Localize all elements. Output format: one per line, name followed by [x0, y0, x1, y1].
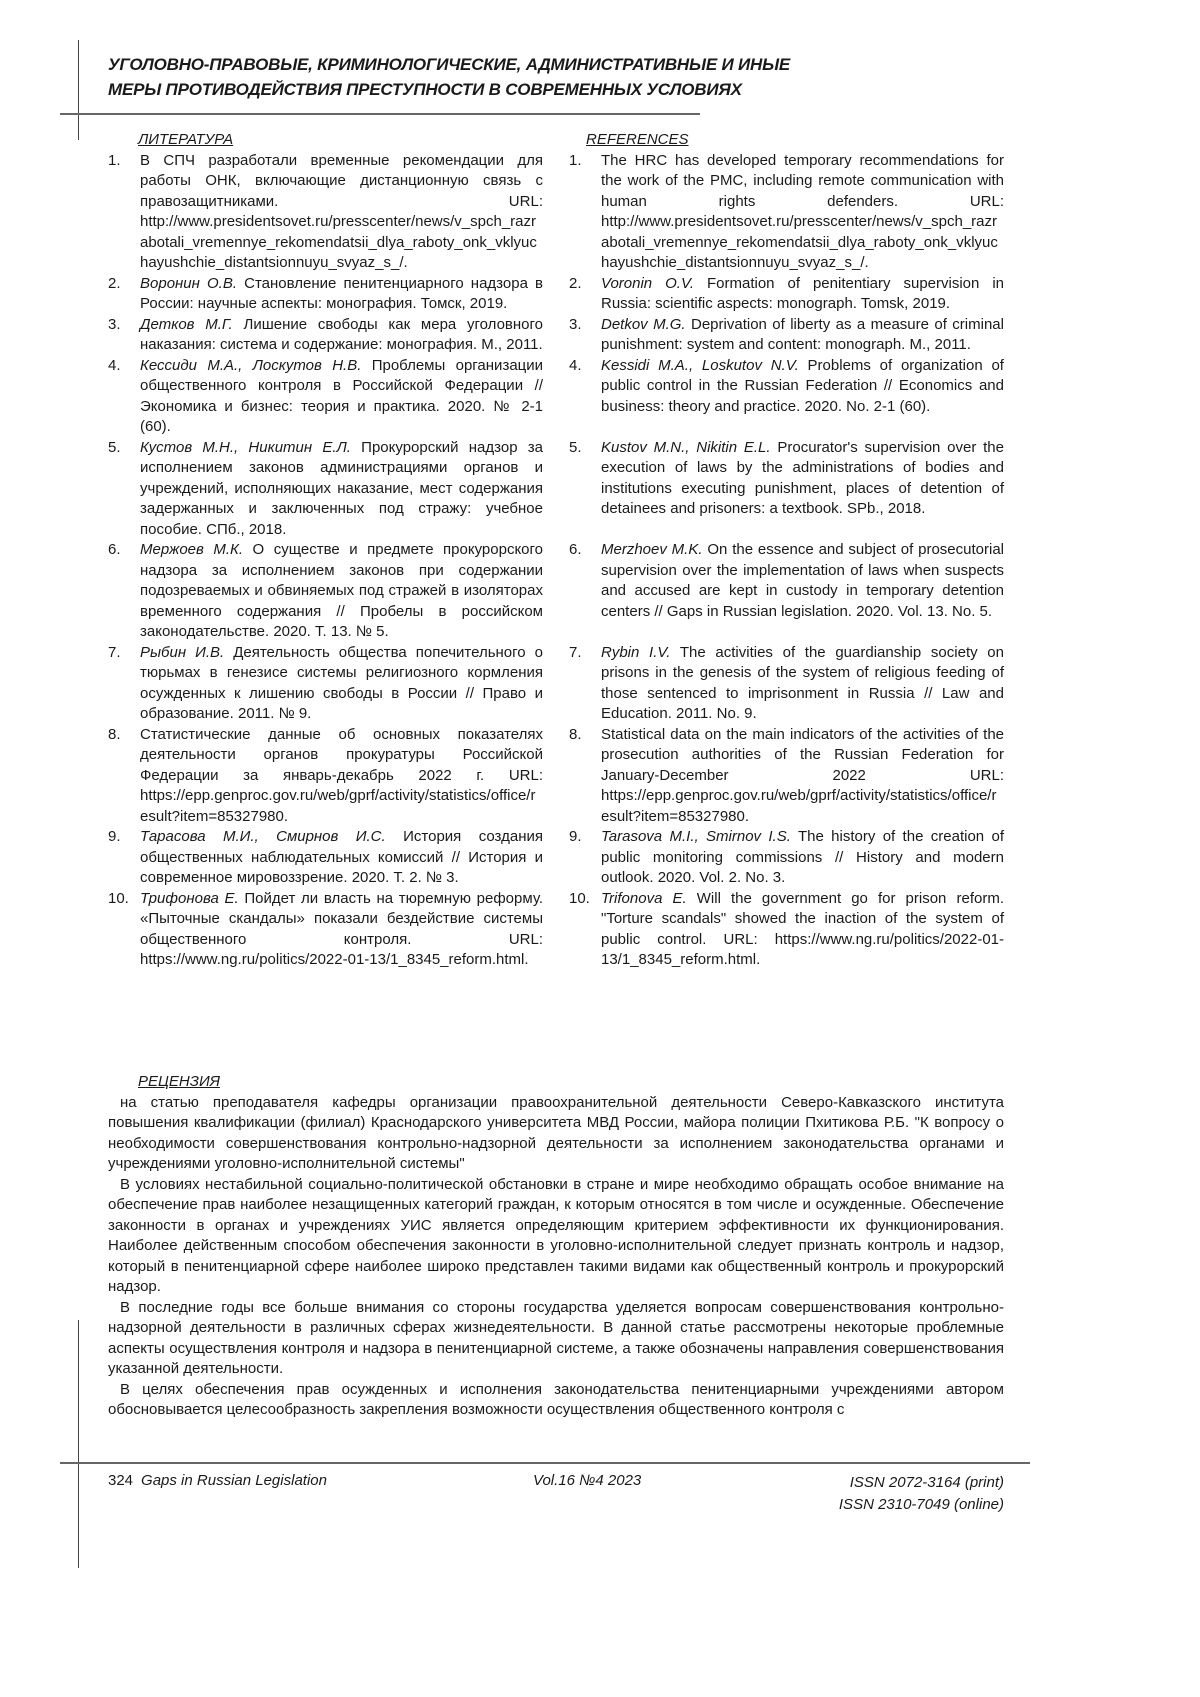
margin-rule-bottom	[78, 1320, 79, 1568]
item-text	[140, 438, 543, 541]
item-number: 3.	[569, 315, 601, 356]
review-paragraph: В последние годы все больше внимания со стороны государства уделяется вопросам совершенствования контрольно-надзорной деятельности в различных сферах жизнедеятельности. В данной статье рассмотрены некоторые проблемные аспекты осуществления контроля и надзора в пенитенциарной системе, а также обозначены направления совершенствования указанной деятельности.	[108, 1298, 1004, 1380]
item-number: 7.	[108, 643, 140, 725]
item-number: 9.	[569, 827, 601, 889]
references-item	[569, 356, 1004, 438]
item-body: Statistical data on the main indicators of the activities of the prosecution authorities of the Russian Federation for January-December 2022 URL: https://epp.genproc.gov.ru/web/gprf/activity/statistics/office/result?item=85327980.	[601, 726, 1004, 825]
literature-item	[108, 315, 543, 356]
item-text	[140, 151, 543, 274]
item-number: 4.	[569, 356, 601, 438]
item-author: Kustov M.N., Nikitin E.L.	[601, 439, 771, 456]
reference-row	[108, 889, 1004, 971]
item-text	[140, 315, 543, 356]
item-number: 7.	[569, 643, 601, 725]
item-number: 5.	[569, 438, 601, 541]
item-author: Рыбин И.В.	[140, 644, 224, 661]
item-number: 2.	[569, 274, 601, 315]
item-text	[601, 540, 1004, 643]
reference-row	[108, 151, 1004, 274]
literature-item	[108, 438, 543, 541]
literature-item	[108, 356, 543, 438]
item-number: 9.	[108, 827, 140, 889]
item-body: Деятельность общества попечительного о тюрьмах в генезисе системы религиозного кормления осужденных к лишению свободы в России // Право и образование. 2011. № 9.	[140, 644, 543, 723]
item-body: Problems of organization of public control in the Russian Federation // Economics and business: theory and practice. 2020. No. 2-1 (60).	[601, 357, 1004, 415]
references-item	[569, 274, 1004, 315]
bibliography	[108, 130, 1004, 971]
item-body: Пойдет ли власть на тюремную реформу. «Пыточные скандалы» показали бездействие системы общественного контроля. URL: https://www.ng.ru/politics/2022-01-13/1_8345_reform.html.	[140, 890, 543, 969]
item-text	[601, 151, 1004, 274]
references-item	[569, 827, 1004, 889]
item-text	[601, 356, 1004, 438]
volume-info: Vol.16 №4 2023	[533, 1472, 641, 1489]
item-number: 5.	[108, 438, 140, 541]
references-item	[569, 315, 1004, 356]
item-text	[601, 889, 1004, 971]
item-number: 1.	[108, 151, 140, 274]
item-number: 6.	[108, 540, 140, 643]
header-line-1: УГОЛОВНО-ПРАВОВЫЕ, КРИМИНОЛОГИЧЕСКИЕ, АДМИНИСТРАТИВНЫЕ И ИНЫЕ	[108, 52, 790, 77]
item-number: 4.	[108, 356, 140, 438]
item-author: Тарасова М.И., Смирнов И.С.	[140, 828, 386, 845]
review-paragraph: В целях обеспечения прав осужденных и исполнения законодательства пенитенциарными учреждениями автором обосновывается целесообразность закрепления возможности осуществления общественного контроля с	[108, 1380, 1004, 1421]
references-item	[569, 151, 1004, 274]
item-text	[601, 438, 1004, 541]
references-item	[569, 540, 1004, 643]
item-author: Мержоев М.К.	[140, 541, 243, 558]
issn-online: ISSN 2310-7049 (online)	[839, 1494, 1004, 1516]
page-number: 324	[108, 1472, 133, 1489]
item-text	[140, 827, 543, 889]
item-number: 10.	[108, 889, 140, 971]
reference-row	[108, 315, 1004, 356]
item-body: Will the government go for prison reform. "Torture scandals" showed the inaction of the system of public control. URL: https://www.ng.ru/politics/2022-01-13/1_8345_reform.html.	[601, 890, 1004, 969]
journal-name: Gaps in Russian Legislation	[141, 1472, 327, 1489]
item-body: В СПЧ разработали временные рекомендации для работы ОНК, включающие дистанционную связь с правозащитниками. URL: http://www.presidentsovet.ru/presscenter/news/v_spch_razrabotali_vremennye_rekomendatsii_dlya_raboty_onk_vklyuchayushchie_distantsionnuyu_svyaz_s_/.	[140, 152, 543, 272]
item-author: Tarasova M.I., Smirnov I.S.	[601, 828, 791, 845]
item-author: Трифонова Е.	[140, 890, 239, 907]
item-number: 10.	[569, 889, 601, 971]
item-author: Voronin O.V.	[601, 275, 694, 292]
header-rule	[60, 113, 700, 115]
item-body: Procurator's supervision over the execution of laws by the administrations of bodies and institutions executing punishment, places of detention of detainees and prisoners: a textbook. SPb., 2018.	[601, 439, 1004, 518]
review-paragraph: В условиях нестабильной социально-политической обстановки в стране и мире необходимо обращать особое внимание на обеспечение прав наиболее незащищенных категорий граждан, к которым относятся в том числе и осужденные. Обеспечение законности в органах и учреждениях УИС является определяющим критерием эффективности их функционирования. Наиболее действенным способом обеспечения законности в уголовно-исполнительной следует признать контроль и надзор, который в пенитенциарной сфере наиболее широко представлен такими видами как общественный контроль и прокурорский надзор.	[108, 1175, 1004, 1298]
item-author: Kessidi M.A., Loskutov N.V.	[601, 357, 799, 374]
reference-row	[108, 274, 1004, 315]
footer-rule	[60, 1462, 1030, 1464]
item-author: Детков М.Г.	[140, 316, 233, 333]
references-item	[569, 438, 1004, 541]
literature-item	[108, 540, 543, 643]
literature-item	[108, 151, 543, 274]
review-title: РЕЦЕНЗИЯ	[108, 1072, 1004, 1093]
references-item	[569, 725, 1004, 828]
item-text	[601, 315, 1004, 356]
item-body: О существе и предмете прокурорского надзора за исполнением законов при содержании подозреваемых и обвиняемых под стражей в изоляторах временного содержания // Пробелы в российском законодательстве. 2020. Т. 13. № 5.	[140, 541, 543, 640]
item-number: 3.	[108, 315, 140, 356]
header-line-2: МЕРЫ ПРОТИВОДЕЙСТВИЯ ПРЕСТУПНОСТИ В СОВРЕМЕННЫХ УСЛОВИЯХ	[108, 77, 790, 102]
reference-row	[108, 540, 1004, 643]
item-author: Кессиди М.А., Лоскутов Н.В.	[140, 357, 361, 374]
item-body: Статистические данные об основных показателях деятельности органов прокуратуры Российской Федерации за январь-декабрь 2022 г. URL: https://epp.genproc.gov.ru/web/gprf/activity/statistics/office/result?item=85327980.	[140, 726, 543, 825]
item-text	[140, 643, 543, 725]
item-text	[601, 274, 1004, 315]
reference-row	[108, 356, 1004, 438]
item-text	[601, 725, 1004, 828]
item-body: Прокурорский надзор за исполнением законов администрациями органов и учреждений, исполняющих наказание, мест содержания задержанных и заключенных под стражу: учебное пособие. СПб., 2018.	[140, 439, 543, 538]
references-title: REFERENCES	[556, 130, 1004, 151]
reference-row	[108, 725, 1004, 828]
review-section	[108, 1072, 1004, 1421]
reference-row	[108, 643, 1004, 725]
item-number: 1.	[569, 151, 601, 274]
item-text	[140, 889, 543, 971]
item-body: Лишение свободы как мера уголовного наказания: система и содержание: монография. М., 2011.	[140, 316, 543, 354]
item-number: 8.	[569, 725, 601, 828]
item-body: The history of the creation of public monitoring commissions // History and modern outlook. 2020. Vol. 2. No. 3.	[601, 828, 1004, 886]
item-body: The activities of the guardianship society on prisons in the genesis of the system of religious feeding of those sentenced to imprisonment in Russia // Law and Education. 2011. No. 9.	[601, 644, 1004, 723]
item-body: The HRC has developed temporary recommendations for the work of the PMC, including remote communication with human rights defenders. URL: http://www.presidentsovet.ru/presscenter/news/v_spch_razrabotali_vremennye_rekomendatsii_dlya_raboty_onk_vklyuchayushchie_distantsionnuyu_svyaz_s_/.	[601, 152, 1004, 272]
literature-title: ЛИТЕРАТУРА	[108, 130, 556, 151]
review-paragraph: на статью преподавателя кафедры организации правоохранительной деятельности Северо-Кавказского института повышения квалификации (филиал) Краснодарского университета МВД России, майора полиции Пхитикова Р.Б. "К вопросу о необходимости совершенствования контрольно-надзорной деятельности за исполнением законодательства органами и учреждениями уголовно-исполнительной системы"	[108, 1093, 1004, 1175]
reference-row	[108, 827, 1004, 889]
item-body: Deprivation of liberty as a measure of criminal punishment: system and content: monograph. M., 2011.	[601, 316, 1004, 354]
reference-row	[108, 438, 1004, 541]
item-body: Проблемы организации общественного контроля в Российской Федерации // Экономика и бизнес: теория и практика. 2020. № 2-1 (60).	[140, 357, 543, 436]
item-author: Detkov M.G.	[601, 316, 686, 333]
item-author: Trifonova E.	[601, 890, 687, 907]
item-text	[140, 356, 543, 438]
margin-rule-top	[78, 40, 79, 140]
literature-item	[108, 889, 543, 971]
item-text	[601, 643, 1004, 725]
item-author: Воронин О.В.	[140, 275, 237, 292]
item-number: 2.	[108, 274, 140, 315]
item-text	[140, 725, 543, 828]
item-body: On the essence and subject of prosecutorial supervision over the implementation of laws when suspects and accused are kept in custody in temporary detention centers // Gaps in Russian legislation. 2020. Vol. 13. No. 5.	[601, 541, 1004, 620]
item-body: Formation of penitentiary supervision in Russia: scientific aspects: monograph. Tomsk, 2019.	[601, 275, 1004, 313]
running-header	[108, 52, 790, 102]
literature-item	[108, 827, 543, 889]
literature-item	[108, 643, 543, 725]
item-author: Rybin I.V.	[601, 644, 670, 661]
item-number: 6.	[569, 540, 601, 643]
item-author: Кустов М.Н., Никитин Е.Л.	[140, 439, 351, 456]
references-item	[569, 889, 1004, 971]
item-text	[140, 274, 543, 315]
literature-item	[108, 274, 543, 315]
item-text	[601, 827, 1004, 889]
references-item	[569, 643, 1004, 725]
item-body: История создания общественных наблюдательных комиссий // История и современное мировоззрение. 2020. Т. 2. № 3.	[140, 828, 543, 886]
item-number: 8.	[108, 725, 140, 828]
item-author: Merzhoev M.K.	[601, 541, 703, 558]
issn-print: ISSN 2072-3164 (print)	[839, 1472, 1004, 1494]
item-text	[140, 540, 543, 643]
literature-item	[108, 725, 543, 828]
item-body: Становление пенитенциарного надзора в России: научные аспекты: монография. Томск, 2019.	[140, 275, 543, 313]
